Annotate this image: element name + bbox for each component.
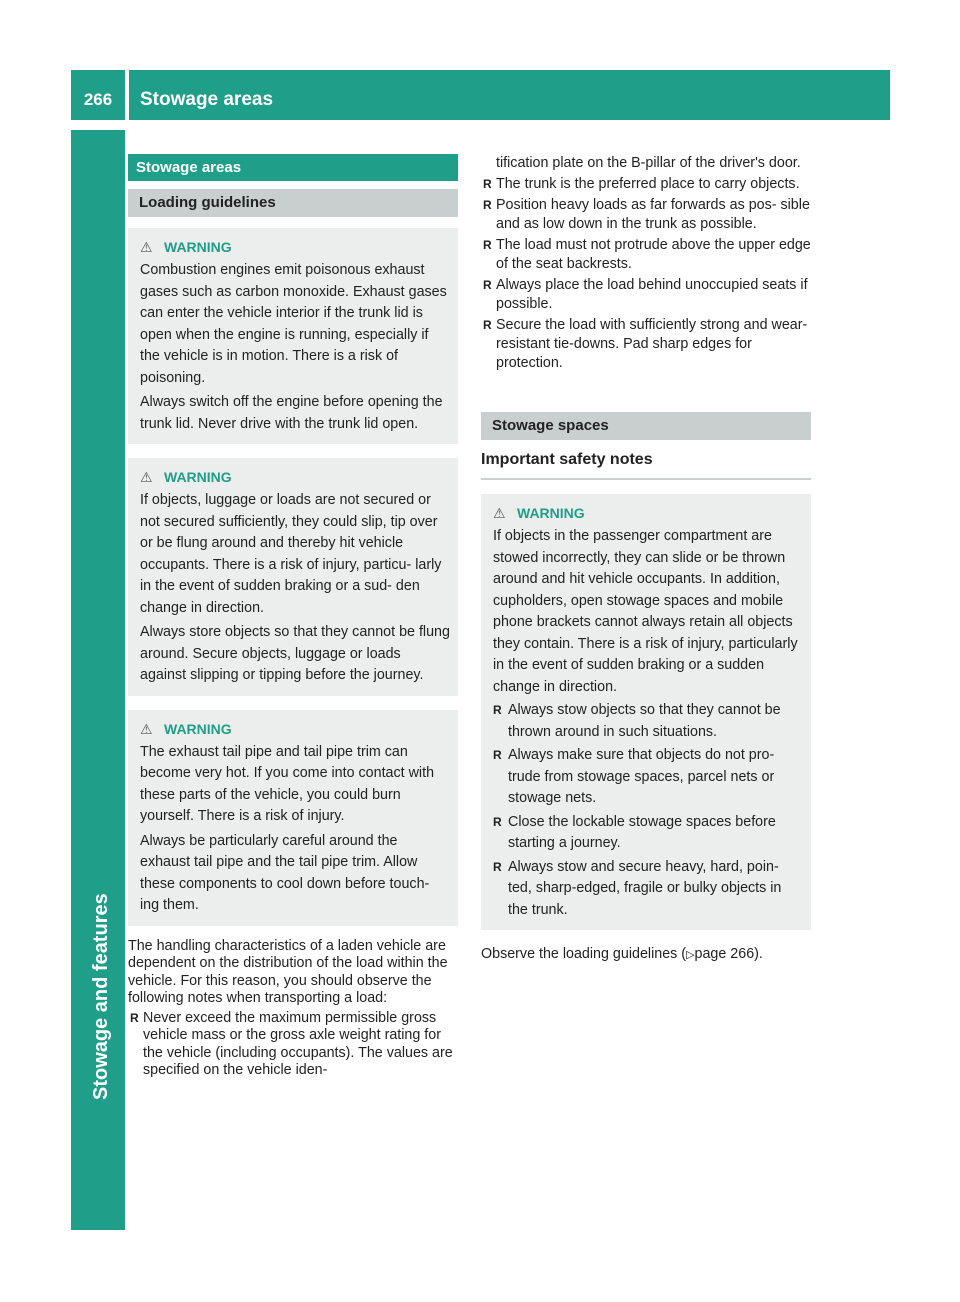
list-item-text: Never exceed the maximum permissible gross vehicle mass or the gross axle weight rating for the vehicle (including occupants). The values are specified on the vehicle iden-: [143, 1009, 453, 1078]
list-item: [489, 700, 803, 743]
arrow-icon: ▷: [686, 949, 695, 961]
warning-header: [489, 503, 803, 524]
warning-header: [136, 237, 450, 258]
list-item: [481, 196, 811, 234]
warning-text: The exhaust tail pipe and tail pipe trim can become very hot. If you come into contact with these parts of the vehicle, you could burn yourself. There is a risk of injury.: [140, 743, 435, 824]
warning-icon: ⚠: [140, 720, 153, 737]
header-divider: [125, 70, 129, 120]
list-item-text: Always make sure that objects do not pro- trude from stowage spaces, parcel nets or stowage nets.: [508, 747, 775, 806]
list-item: [481, 154, 811, 173]
bullet-icon: R: [483, 238, 492, 252]
warning-header: [136, 467, 450, 488]
list-item-text: tification plate on the B-pillar of the driver's door.: [496, 155, 801, 171]
body-paragraph: [481, 944, 811, 966]
warning-text: Always switch off the engine before opening the trunk lid. Never drive with the trunk lid open.: [140, 394, 443, 432]
warning-icon: ⚠: [493, 505, 506, 521]
list-item: [481, 316, 811, 373]
side-tab: [71, 130, 125, 1230]
list-item: [489, 857, 803, 922]
page-header: [71, 70, 890, 120]
right-column: [481, 154, 811, 966]
list-item-text: Close the lockable stowage spaces before starting a journey.: [508, 813, 776, 851]
page-reference-link[interactable]: page 266: [694, 946, 755, 962]
list-item: [489, 812, 803, 855]
warning-header: [136, 719, 450, 740]
observe-text-end: ).: [754, 946, 763, 962]
warning-label: WARNING: [164, 469, 232, 485]
warning-text: Always be particularly careful around the exhaust tail pipe and the tail pipe trim. Allow these components to cool down before touch- ing them.: [140, 832, 430, 913]
list-item: [481, 236, 811, 274]
section-title: Stowage areas: [128, 154, 458, 181]
page-number: 266: [83, 90, 113, 109]
warning-label: WARNING: [517, 505, 585, 521]
bullet-icon: R: [130, 1010, 139, 1025]
list-item-text: Always place the load behind unoccupied seats if possible.: [496, 277, 808, 312]
list-item-text: Always stow objects so that they cannot be thrown around in such situations.: [508, 702, 781, 740]
section-title: Stowage spaces: [481, 412, 811, 440]
bullet-icon: R: [493, 703, 502, 717]
observe-text: Observe the loading guidelines (: [481, 946, 687, 962]
warning-text: Always store objects so that they cannot be flung around. Secure objects, luggage or loads against slipping or tipping before the journey.: [140, 624, 450, 683]
list-item-text: Position heavy loads as far forwards as pos- sible and as low down in the trunk as possible.: [496, 197, 810, 232]
bullet-icon: R: [493, 814, 502, 829]
list-item: [481, 175, 811, 194]
list-item-text: The trunk is the preferred place to carry objects.: [496, 176, 800, 192]
subsection-title: Loading guidelines: [128, 189, 458, 217]
list-item-text: Secure the load with sufficiently strong and wear-resistant tie-downs. Pad sharp edges for protection.: [496, 317, 808, 371]
bullet-icon: R: [483, 278, 492, 292]
list-item: [489, 745, 803, 810]
list-item: [481, 276, 811, 314]
warning-label: WARNING: [164, 720, 232, 737]
list-item: [128, 1010, 458, 1080]
bullet-icon: R: [483, 177, 492, 191]
bullet-icon: R: [493, 859, 502, 874]
warning-text: If objects, luggage or loads are not secured or not secured sufficiently, they could slip, tip over or be flung around and thereby hit vehicle occupants. There is a risk of injury, particu- larly in the event of sudden braking or a sud- den change in direction.: [140, 492, 442, 616]
body-paragraph: The handling characteristics of a laden vehicle are dependent on the distribution of the load within the vehicle. For this reason, you should observe the following notes when transporting a load:: [128, 937, 448, 1006]
side-tab-label: Stowage and features: [90, 893, 112, 1100]
warning-box: [128, 710, 458, 926]
page-heading: Important safety notes: [481, 449, 811, 480]
warning-icon: ⚠: [140, 469, 153, 485]
warning-text: Combustion engines emit poisonous exhaust gases such as carbon monoxide. Exhaust gases can enter the vehicle interior if the trunk lid is open when the engine is running, especially if the vehicle is in motion. There is a risk of poisoning.: [140, 262, 447, 386]
warning-text: If objects in the passenger compartment are stowed incorrectly, they can slide or be thrown around and hit vehicle occupants. In addition, cupholders, open stowage spaces and mobile phone brackets cannot always retain all objects they contain. There is a risk of injury, particularly in the event of sudden braking or a sudden change in direction.: [493, 528, 798, 695]
warning-box: [481, 494, 811, 930]
header-title: Stowage areas: [140, 89, 274, 110]
warning-icon: ⚠: [140, 239, 153, 255]
bullet-icon: R: [483, 198, 492, 212]
list-item-text: The load must not protrude above the upper edge of the seat backrests.: [496, 237, 811, 272]
left-column: [128, 154, 458, 1080]
bullet-icon: R: [493, 748, 502, 762]
warning-box: [128, 228, 458, 444]
warning-label: WARNING: [164, 239, 232, 255]
list-item-text: Always stow and secure heavy, hard, poin- ted, sharp-edged, fragile or bulky objects in the trunk.: [508, 858, 782, 918]
bullet-icon: R: [483, 318, 492, 332]
warning-box: [128, 458, 458, 696]
